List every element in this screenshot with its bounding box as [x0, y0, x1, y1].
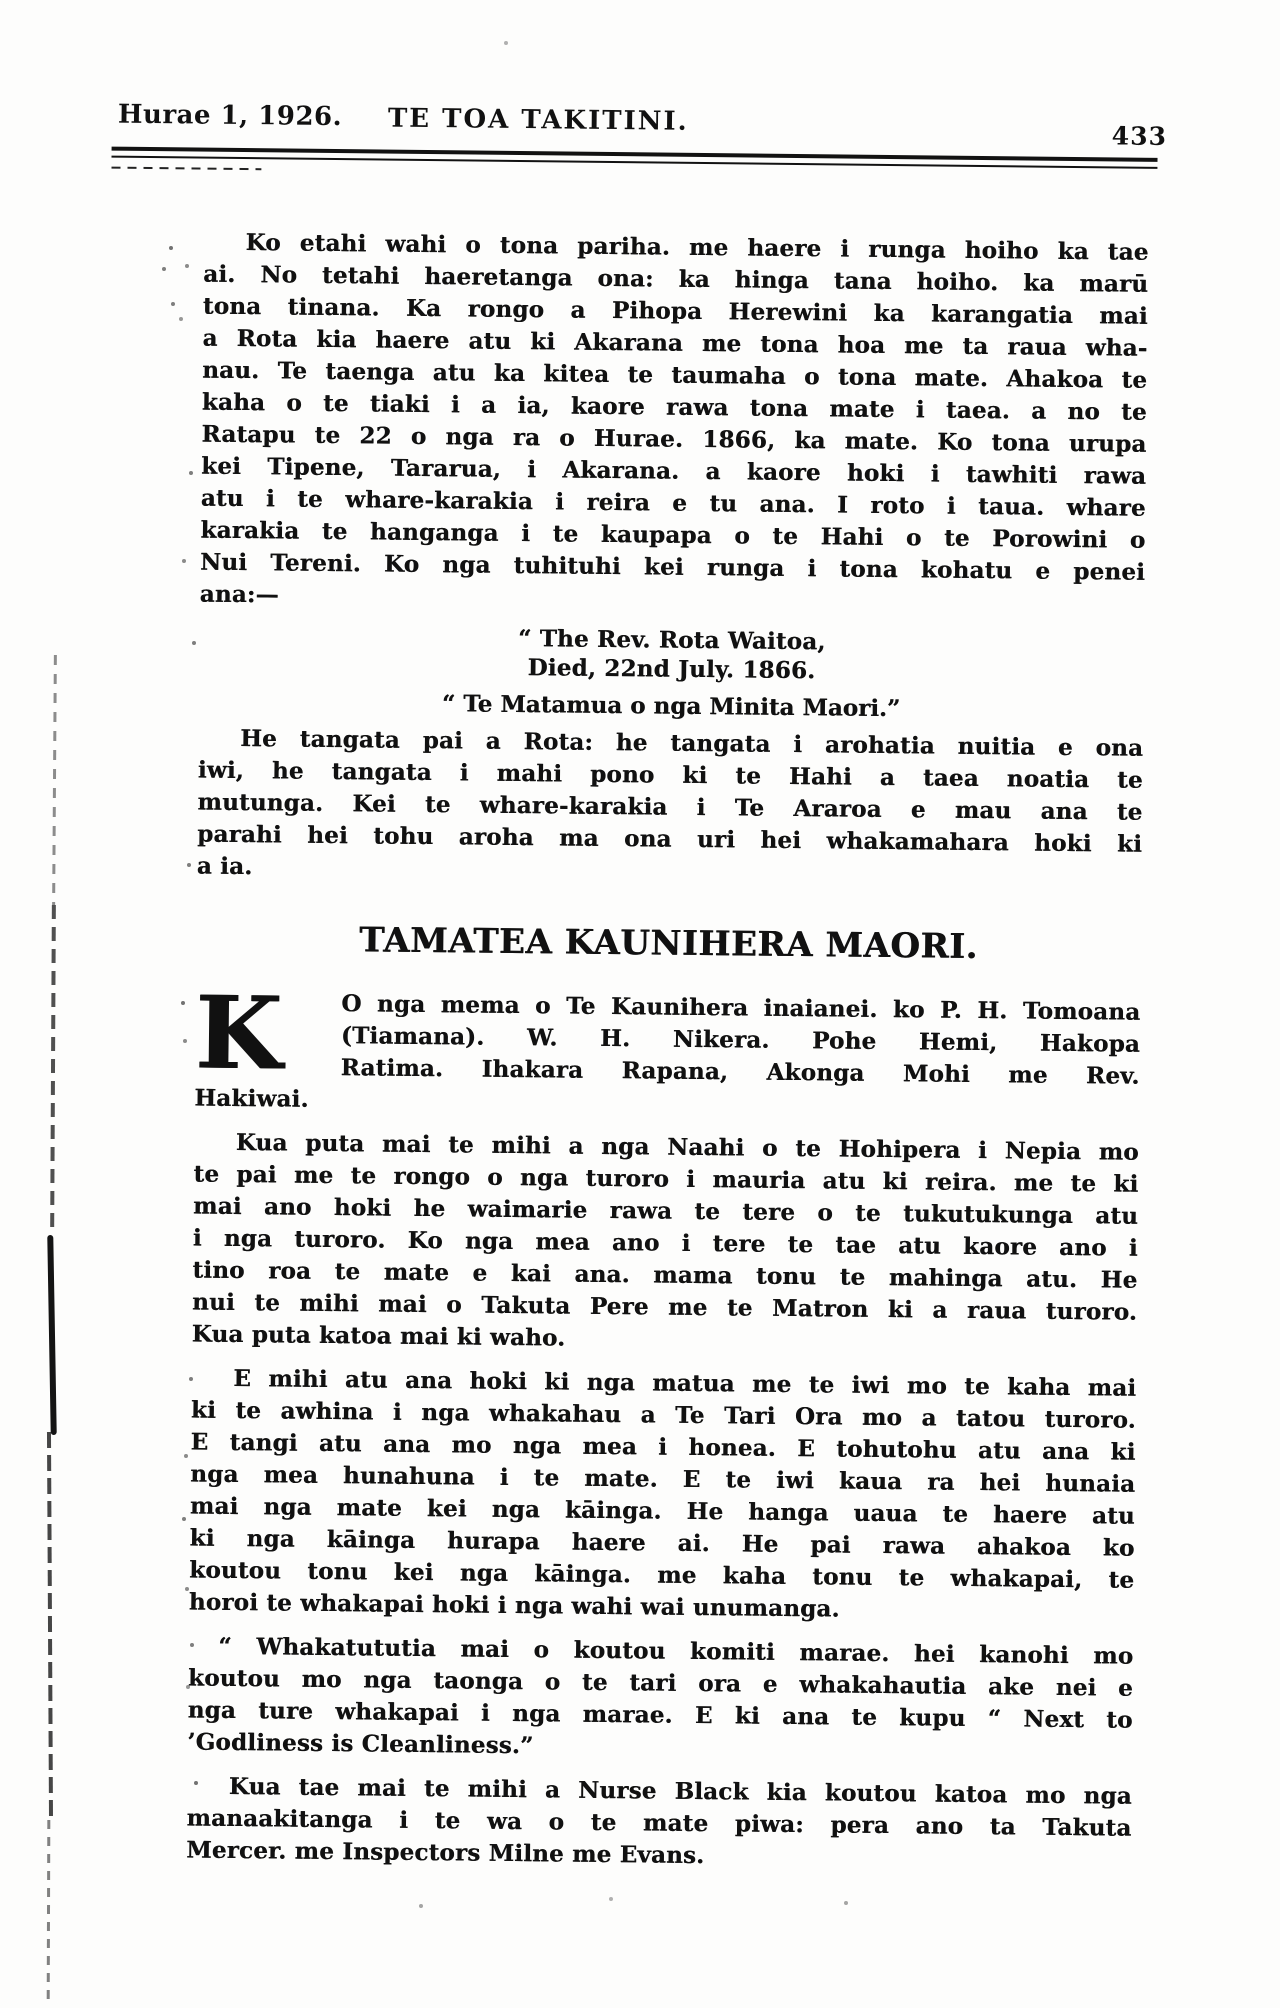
marae-committee-paragraph: [187, 1631, 1133, 1769]
text-line: mai nga mate kei nga kāinga. He hanga uaua te haere atu: [189, 1492, 1135, 1530]
text-line: (Tiamana). W. H. Nikera. Pohe Hemi, Hakopa: [340, 1022, 1141, 1058]
text-line: Kua puta mai te mihi a nga Naahi o te Hohipera i Nepia mo: [235, 1128, 1139, 1166]
issue-date: Hurae 1, 1926.: [117, 99, 343, 133]
text-line: parahi hei tohu aroha ma ona uri hei whakamahara hoki ki: [197, 820, 1143, 858]
text-line: nga mea hunahuna i te mate. E te iwi kaua ra hei hunaia: [190, 1460, 1136, 1498]
text-line: mutunga. Kei te whare-karakia i Te Araroa e mau ana te: [197, 788, 1143, 826]
text-line: kaha o te tiaki i a ia, kaore rawa tona mate i taea. a no te: [201, 388, 1147, 426]
text-line: Ko etahi wahi o tona pariha. me haere i runga hoiho ka tae: [245, 229, 1149, 266]
text-line: i nga turoro. Ko nga mea ano i tere te tae atu kaore ano i: [192, 1224, 1138, 1262]
text-line: Ratapu te 22 o nga ra o Hurae. 1866, ka mate. Ko tona urupa: [201, 420, 1147, 458]
text-line: nga ture whakapai i nga marae. E ki ana te kupu “ Next to: [187, 1696, 1133, 1734]
text-line: E mihi atu ana hoki ki nga matua me te iwi mo te kaha mai: [233, 1364, 1137, 1402]
text-line: Died, 22nd July. 1866.: [527, 654, 816, 685]
text-line: iwi, he tangata i mahi pono ki te Hahi a taea noatia te: [197, 756, 1143, 794]
hospital-paragraph: [192, 1127, 1139, 1361]
text-line: Kua tae mai te mihi a Nurse Black kia koutou katoa mo nga: [228, 1772, 1132, 1810]
text-line: karakia te hanganga i te kaupapa o te Hahi o te Porowini o: [200, 516, 1146, 554]
text-line: ki te awhina i nga whakahau a Te Tari Ora mo a tatou turoro.: [190, 1396, 1137, 1434]
text-line: mai ano hoki he waimarie rawa te tere o te tukutukunga atu: [192, 1192, 1139, 1230]
text-line: horoi te whakapai hoki i nga wahi wai unumanga.: [188, 1588, 840, 1623]
text-line: a ia.: [196, 852, 253, 881]
section-heading: TAMATEA KAUNIHERA MAORI.: [358, 920, 979, 968]
article-body: [186, 211, 1149, 1877]
scan-gutter-artifact: [47, 1820, 51, 2005]
text-line: a Rota kia haere atu ki Akarana me tona hoa me ta raua wha-: [202, 324, 1148, 362]
text-line: Ratima. Ihakara Rapana, Akonga Mohi me Rev.: [340, 1054, 1140, 1090]
obituary-paragraph-2: [197, 723, 1144, 893]
page-number: 433: [1111, 121, 1168, 152]
text-line: nau. Te taenga atu ka kitea te taumaha o tona mate. Ahakoa te: [202, 356, 1148, 394]
text-line: te pai me te rongo o nga turoro i mauria atu ki reira. me te ki: [193, 1160, 1139, 1198]
drop-cap-letter: K: [194, 973, 283, 1093]
ink-specks: [0, 0, 2, 2]
text-line: nui te mihi mai o Takuta Pere me te Matron ki a raua turoro.: [191, 1288, 1138, 1326]
text-line: E tangi atu ana mo nga mea i honea. E tohutohu atu ana ki: [190, 1428, 1136, 1466]
text-line: Mercer. me Inspectors Milne me Evans.: [186, 1836, 705, 1870]
masthead-title: TE TOA TAKITINI.: [387, 103, 689, 137]
obituary-paragraph-1: [200, 227, 1149, 621]
nurse-black-paragraph: [186, 1770, 1132, 1876]
header-rule-top: [112, 147, 1158, 162]
text-line: tona tinana. Ka rongo a Pihopa Herewini ka karangatia mai: [202, 292, 1148, 330]
text-line: manaakitanga i te wa o te mate piwa: pera ano ta Takuta: [186, 1804, 1132, 1842]
text-line: Kua puta katoa mai ki waho.: [191, 1320, 566, 1352]
text-line: Hakiwai.: [194, 1084, 309, 1113]
text-line: “ The Rev. Rota Waitoa,: [517, 625, 826, 656]
text-line: O nga mema o Te Kaunihera inaianei. ko P. H. Tomoana: [341, 990, 1141, 1026]
epitaph-motto: “ Te Matamua o nga Minita Maori.”: [441, 690, 901, 723]
text-line: ai. No tetahi haeretanga ona: ka hinga tana hoiho. ka marū: [203, 260, 1149, 298]
text-line: koutou tonu kei nga kāinga. me kaha tonu te whakapai, te: [189, 1556, 1135, 1594]
text-line: ki nga kāinga hurapa haere ai. He pai rawa ahakoa ko: [189, 1524, 1135, 1562]
header-rule-fragment: [111, 167, 261, 171]
text-line: atu i te whare-karakia i reira e tu ana. I roto i taua. whare: [200, 484, 1146, 522]
text-line: ana:—: [199, 580, 279, 609]
text-line: Nui Tereni. Ko nga tuhituhi kei runga i tona kohatu e penei: [199, 548, 1146, 586]
text-line: ’Godliness is Cleanliness.”: [187, 1728, 534, 1760]
text-line: “ Whakatututia mai o koutou komiti marae. hei kanohi mo: [218, 1632, 1134, 1670]
health-mihi-paragraph: [189, 1363, 1137, 1629]
text-line: tino roa te mate e kai ana. mama tonu te mahinga atu. He: [192, 1256, 1138, 1294]
epitaph-block: [199, 621, 1145, 689]
text-line: kei Tipene, Tararua, i Akarana. a kaore hoki i tawhiti rawa: [201, 452, 1147, 490]
council-members-paragraph: [194, 973, 1141, 1093]
text-line: He tangata pai a Rota: he tangata i arohatia nuitia e ona: [240, 725, 1144, 762]
text-line: koutou mo nga taonga o te tari ora e whakahautia ake nei e: [187, 1664, 1134, 1702]
